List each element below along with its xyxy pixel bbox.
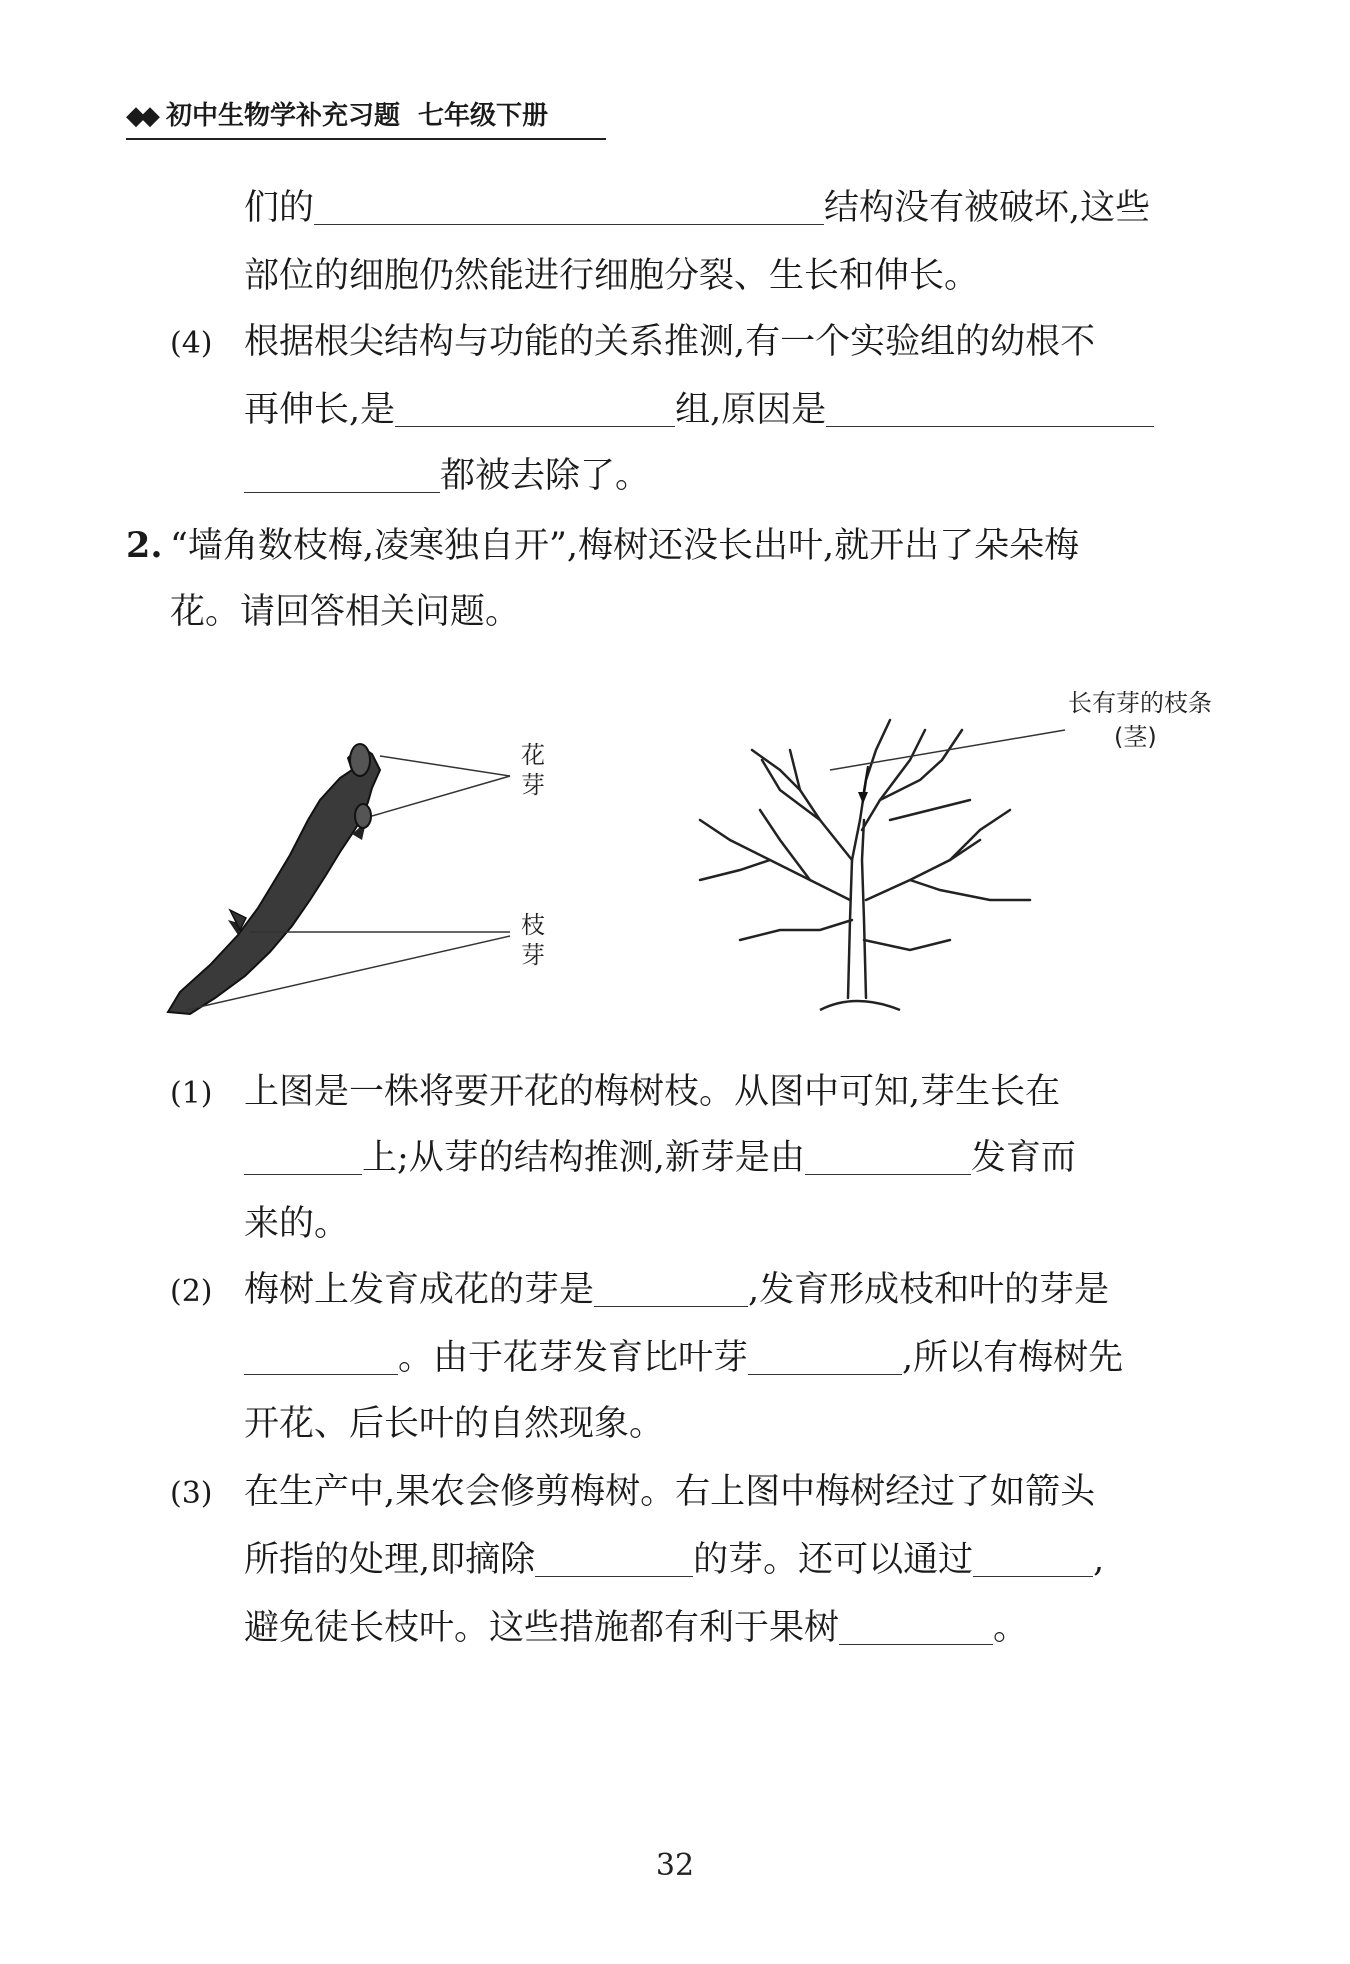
question-number: 2. [126, 525, 163, 566]
text: 根据根尖结构与功能的关系推测,有一个实验组的幼根不 [244, 322, 1096, 362]
text: ,所以有梅树先 [902, 1338, 1124, 1378]
answer-blank[interactable] [244, 456, 440, 493]
text: 组,原因是 [675, 390, 827, 430]
text-line [170, 1470, 1095, 1516]
text: 结构没有被破坏,这些 [824, 188, 1151, 228]
text: 都被去除了。 [440, 456, 651, 496]
text-line [170, 1070, 1060, 1116]
answer-blank[interactable] [395, 390, 675, 427]
plum-branch-illustration [150, 730, 550, 1020]
label-char: 芽 [521, 771, 545, 799]
answer-blank[interactable] [805, 1138, 971, 1175]
text: 们的 [244, 188, 315, 228]
text: 。 [993, 1608, 1029, 1648]
diamond-icon: ◆◆ [126, 101, 154, 131]
pruned-plum-tree-illustration [680, 700, 1080, 1020]
item-number: (2) [170, 1274, 213, 1309]
text-line [244, 388, 1154, 432]
text-line [244, 1538, 1104, 1582]
text: 的芽。还可以通过 [693, 1540, 974, 1580]
answer-blank[interactable] [244, 1338, 398, 1375]
answer-blank[interactable] [826, 390, 1154, 427]
text-line [244, 454, 650, 498]
text: 再伸长,是 [244, 390, 396, 430]
answer-blank[interactable] [314, 188, 824, 225]
flower-bud-label [518, 740, 548, 800]
question-line [126, 524, 1079, 568]
page-number: 32 [655, 1848, 695, 1883]
text-line: 花。请回答相关问题。 [170, 592, 521, 632]
text: 。由于花芽发育比叶芽 [398, 1338, 749, 1378]
text-line: 开花、后长叶的自然现象。 [244, 1404, 665, 1444]
text: ,发育形成枝和叶的芽是 [748, 1270, 1110, 1310]
book-title: 初中生物学补充习题 [166, 101, 401, 131]
answer-blank[interactable] [244, 1138, 362, 1175]
stem-label: 长有芽的枝条 [1068, 689, 1212, 717]
book-subtitle: 七年级下册 [418, 101, 549, 131]
label-char: 芽 [521, 941, 545, 969]
text-line [170, 320, 1095, 366]
item-number: (1) [170, 1076, 213, 1111]
item-number: (3) [170, 1476, 213, 1511]
text: 在生产中,果农会修剪梅树。右上图中梅树经过了如箭头 [244, 1472, 1096, 1512]
text: , [1093, 1540, 1105, 1580]
answer-blank[interactable] [973, 1540, 1093, 1577]
text: 发育而 [970, 1138, 1076, 1178]
page-header [126, 98, 606, 140]
label-char: 枝 [521, 911, 545, 939]
text-line: 部位的细胞仍然能进行细胞分裂、生长和伸长。 [244, 256, 980, 296]
text-line [170, 1268, 1109, 1314]
text: 所指的处理,即摘除 [244, 1540, 536, 1580]
text-line: 来的。 [244, 1204, 350, 1244]
text: 梅树上发育成花的芽是 [244, 1270, 595, 1310]
label-char: 花 [521, 741, 545, 769]
answer-blank[interactable] [535, 1540, 693, 1577]
text: 上图是一株将要开花的梅树枝。从图中可知,芽生长在 [244, 1072, 1061, 1112]
answer-blank[interactable] [748, 1338, 902, 1375]
answer-blank[interactable] [594, 1270, 748, 1307]
text-line [244, 186, 1150, 230]
text-line [244, 1336, 1123, 1380]
text-line [244, 1136, 1076, 1180]
answer-blank[interactable] [839, 1608, 993, 1645]
text: “墙角数枝梅,凌寒独自开”,梅树还没长出叶,就开出了朵朵梅 [170, 526, 1080, 566]
text: 避免徒长枝叶。这些措施都有利于果树 [244, 1608, 840, 1648]
text-line [244, 1606, 1028, 1650]
item-number: (4) [170, 326, 213, 361]
branch-bud-label [518, 910, 548, 970]
text: 上;从芽的结构推测,新芽是由 [362, 1138, 805, 1178]
stem-label-paren: (茎) [1114, 723, 1157, 751]
